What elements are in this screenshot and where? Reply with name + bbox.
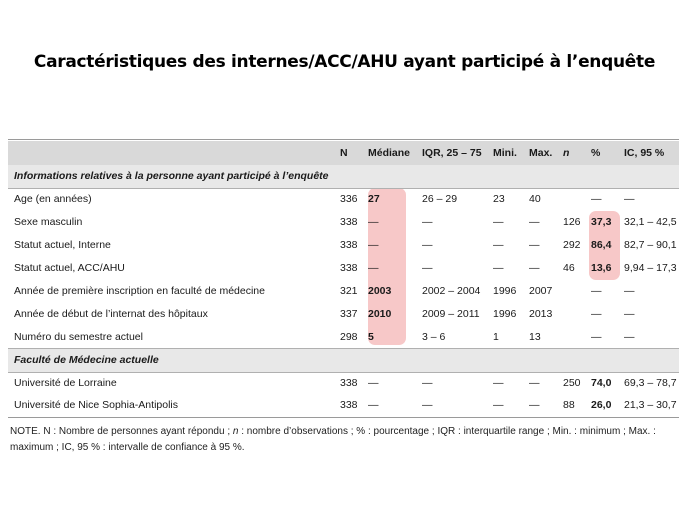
- table-header-row: [8, 141, 679, 166]
- cell-max: —: [529, 216, 540, 228]
- row-label: Age (en années): [14, 193, 92, 205]
- note-part-2: : nombre d’observations ; % : pourcentage ; IQR : interquartile range ; Min. : minimum ; Max. : maximum ; IC, 95 % : intervalle de confiance à 95 %.: [10, 426, 656, 453]
- header-pct: %: [591, 147, 601, 159]
- cell-n: 298: [340, 331, 358, 343]
- cell-max: 2007: [529, 285, 553, 297]
- table-row: [8, 280, 679, 303]
- cell-n: 338: [340, 399, 358, 411]
- table-note: [10, 424, 678, 456]
- header-max: Max.: [529, 147, 553, 159]
- row-label: Statut actuel, Interne: [14, 239, 111, 251]
- header-mediane: Médiane: [368, 147, 411, 159]
- cell-min: 23: [493, 193, 505, 205]
- cell-n-obs: 126: [563, 216, 581, 228]
- cell-n-obs: 292: [563, 239, 581, 251]
- cell-max: —: [529, 377, 540, 389]
- slide-title: Caractéristiques des internes/ACC/AHU ayant participé à l’enquête: [33, 52, 656, 72]
- header-ic: IC, 95 %: [624, 147, 665, 159]
- cell-n-obs: 250: [563, 377, 581, 389]
- section-title: Informations relatives à la personne ayant participé à l’enquête: [14, 170, 329, 182]
- row-label: Année de première inscription en faculté de médecine: [14, 285, 265, 297]
- cell-iqr: —: [422, 216, 433, 228]
- cell-ic: —: [624, 308, 635, 320]
- cell-n: 338: [340, 262, 358, 274]
- cell-iqr: —: [422, 377, 433, 389]
- table-row: [8, 394, 679, 417]
- table-row: [8, 188, 679, 211]
- row-label: Université de Nice Sophia-Antipolis: [14, 399, 178, 411]
- cell-ic: 82,7 – 90,1: [624, 239, 677, 251]
- cell-n: 321: [340, 285, 358, 297]
- cell-min: —: [493, 239, 504, 251]
- cell-pct: —: [591, 285, 602, 297]
- cell-ic: 9,94 – 17,3: [624, 262, 677, 274]
- cell-iqr: 2009 – 2011: [422, 308, 480, 320]
- cell-max: —: [529, 262, 540, 274]
- header-iqr: IQR, 25 – 75: [422, 147, 482, 159]
- cell-min: —: [493, 262, 504, 274]
- table-row: [8, 372, 679, 395]
- table-row: [8, 257, 679, 280]
- cell-iqr: —: [422, 399, 433, 411]
- cell-iqr: 3 – 6: [422, 331, 446, 343]
- table-row: [8, 303, 679, 326]
- cell-iqr: —: [422, 239, 433, 251]
- cell-pct: 26,0: [591, 399, 612, 411]
- cell-ic: —: [624, 285, 635, 297]
- cell-min: 1996: [493, 308, 517, 320]
- cell-pct: —: [591, 331, 602, 343]
- cell-pct: 13,6: [591, 262, 612, 274]
- cell-mediane: —: [368, 239, 379, 251]
- cell-mediane: —: [368, 399, 379, 411]
- header-n: N: [340, 147, 348, 159]
- cell-n-obs: 88: [563, 399, 575, 411]
- cell-mediane: 5: [368, 331, 374, 343]
- cell-max: 2013: [529, 308, 553, 320]
- cell-max: 13: [529, 331, 541, 343]
- row-label: Statut actuel, ACC/AHU: [14, 262, 125, 274]
- cell-pct: —: [591, 308, 602, 320]
- cell-max: 40: [529, 193, 541, 205]
- cell-mediane: —: [368, 216, 379, 228]
- cell-iqr: 26 – 29: [422, 193, 458, 205]
- header-n-obs: n: [563, 147, 570, 159]
- row-label: Sexe masculin: [14, 216, 83, 228]
- cell-iqr: 2002 – 2004: [422, 285, 481, 297]
- cell-ic: 32,1 – 42,5: [624, 216, 677, 228]
- cell-n: 338: [340, 239, 358, 251]
- note-part-1: NOTE. N : Nombre de personnes ayant répondu ;: [10, 426, 233, 437]
- cell-ic: 21,3 – 30,7: [624, 399, 677, 411]
- section-header-personne: [8, 165, 679, 189]
- cell-mediane: —: [368, 377, 379, 389]
- cell-pct: 86,4: [591, 239, 612, 251]
- cell-mediane: 2003: [368, 285, 392, 297]
- cell-min: —: [493, 216, 504, 228]
- header-min: Mini.: [493, 147, 517, 159]
- characteristics-table: [8, 139, 679, 418]
- cell-max: —: [529, 399, 540, 411]
- cell-mediane: 27: [368, 193, 380, 205]
- section-title: Faculté de Médecine actuelle: [14, 354, 159, 366]
- row-label: Numéro du semestre actuel: [14, 331, 143, 343]
- cell-max: —: [529, 239, 540, 251]
- note-n-symbol: n: [232, 426, 239, 437]
- cell-ic: 69,3 – 78,7: [624, 377, 677, 389]
- row-label: Université de Lorraine: [14, 377, 117, 389]
- cell-n: 338: [340, 216, 358, 228]
- cell-n: 338: [340, 377, 358, 389]
- section-header-faculte: [8, 348, 679, 373]
- cell-n: 336: [340, 193, 358, 205]
- cell-ic: —: [624, 331, 635, 343]
- cell-mediane: —: [368, 262, 379, 274]
- table-row: [8, 234, 679, 257]
- table-row: [8, 326, 679, 349]
- cell-n: 337: [340, 308, 358, 320]
- cell-ic: —: [624, 193, 635, 205]
- cell-min: 1: [493, 331, 499, 343]
- cell-min: —: [493, 377, 504, 389]
- cell-n-obs: 46: [563, 262, 575, 274]
- table-row: [8, 211, 679, 234]
- cell-pct: 37,3: [591, 216, 612, 228]
- cell-min: —: [493, 399, 504, 411]
- cell-pct: —: [591, 193, 602, 205]
- cell-pct: 74,0: [591, 377, 612, 389]
- cell-iqr: —: [422, 262, 433, 274]
- cell-min: 1996: [493, 285, 517, 297]
- cell-mediane: 2010: [368, 308, 392, 320]
- row-label: Année de début de l’internat des hôpitaux: [14, 308, 208, 320]
